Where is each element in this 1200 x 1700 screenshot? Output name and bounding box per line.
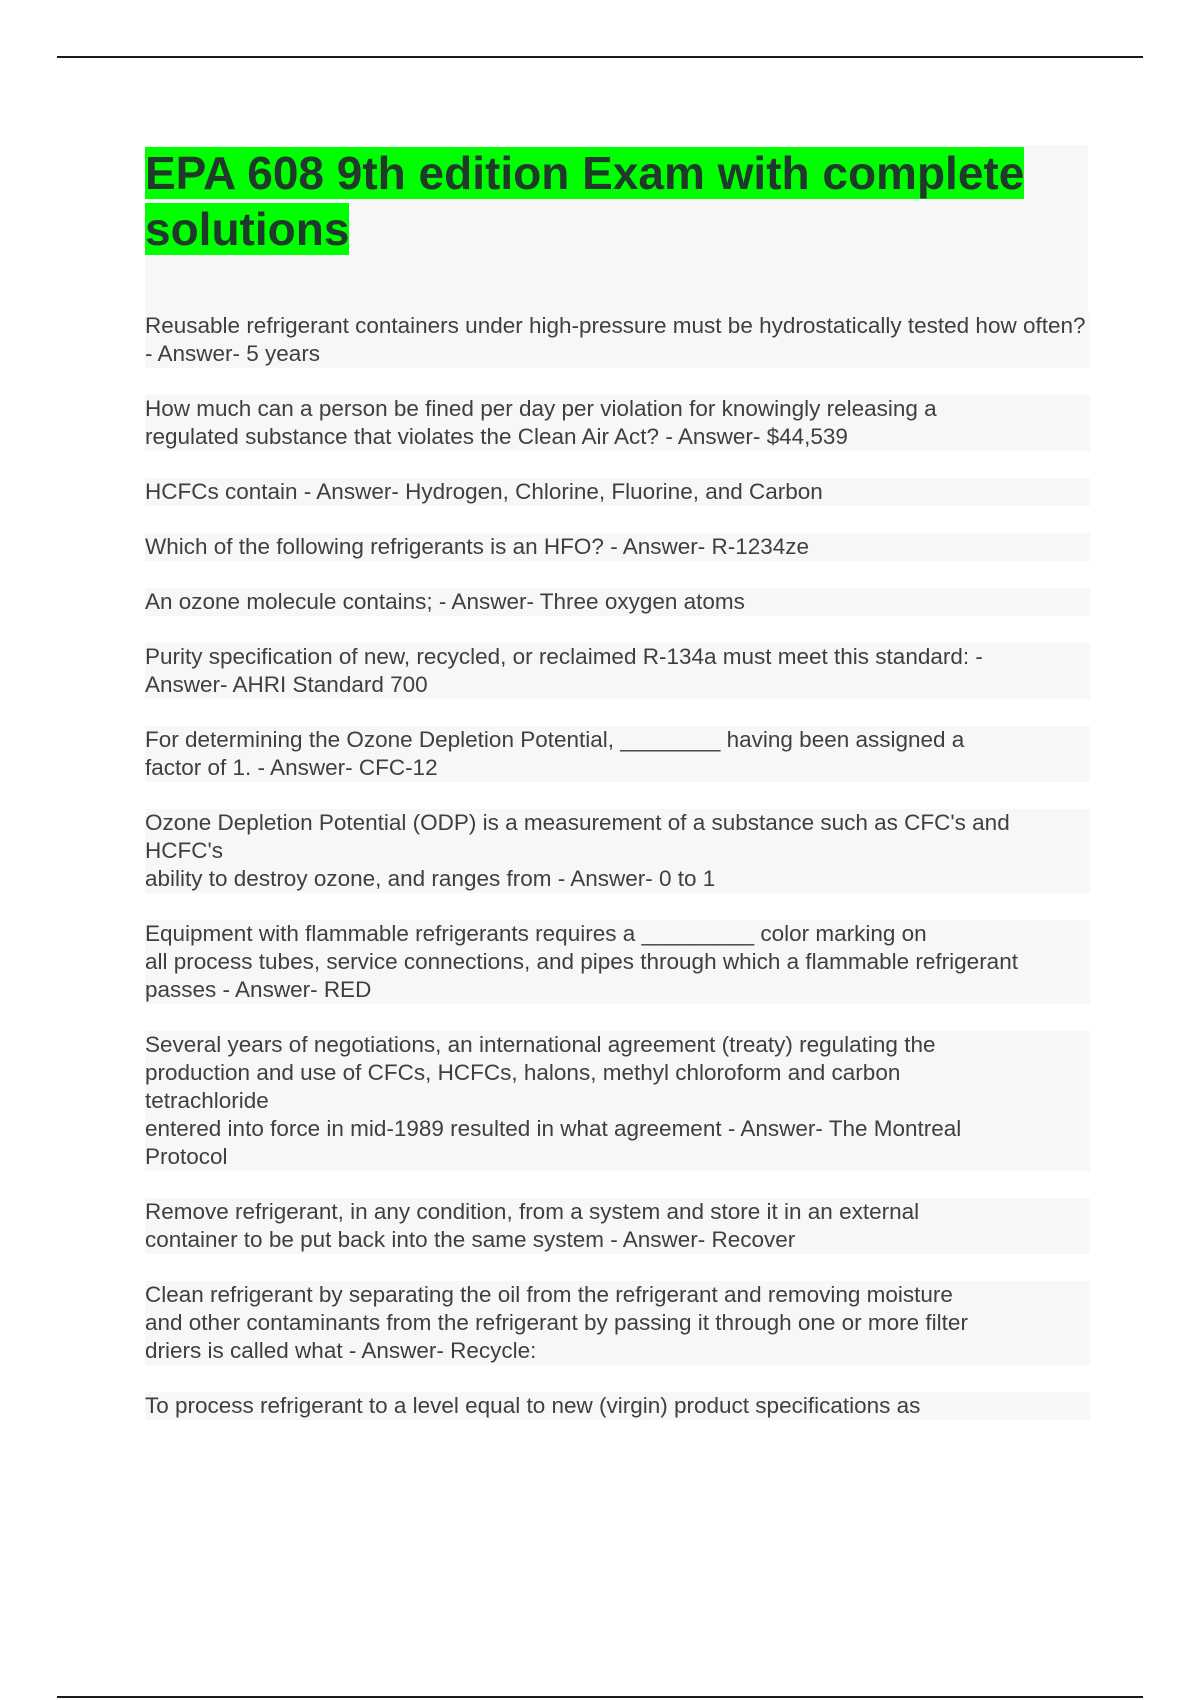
qa-item: Reusable refrigerant containers under high-pressure must be hydrostatically tested how often? - Answer- 5 years <box>145 312 1090 368</box>
qa-item: Clean refrigerant by separating the oil from the refrigerant and removing moisture and other contaminants from the refrigerant by passing it through one or more filter driers is called what - Answer- Recycle: <box>145 1281 1090 1365</box>
qa-item: Several years of negotiations, an international agreement (treaty) regulating the production and use of CFCs, HCFCs, halons, methyl chloroform and carbon tetrachloride entered into force in mid-1989 resulted in what agreement - Answer- The Montreal Protocol <box>145 1031 1090 1171</box>
page-top-rule <box>57 56 1143 58</box>
qa-item: For determining the Ozone Depletion Potential, ________ having been assigned a factor of 1. - Answer- CFC-12 <box>145 726 1090 782</box>
qa-item: Which of the following refrigerants is an HFO? - Answer- R-1234ze <box>145 533 1090 561</box>
qa-item: Equipment with flammable refrigerants requires a _________ color marking on all process tubes, service connections, and pipes through which a flammable refrigerant passes - Answer- RED <box>145 920 1090 1004</box>
page-title <box>145 145 1088 257</box>
qa-item: How much can a person be fined per day per violation for knowingly releasing a regulated substance that violates the Clean Air Act? - Answer- $44,539 <box>145 395 1090 451</box>
qa-item: HCFCs contain - Answer- Hydrogen, Chlorine, Fluorine, and Carbon <box>145 478 1090 506</box>
page-title-text: EPA 608 9th edition Exam with complete solutions <box>145 147 1025 255</box>
title-block <box>145 145 1088 312</box>
qa-item: Ozone Depletion Potential (ODP) is a measurement of a substance such as CFC's and HCFC's ability to destroy ozone, and ranges from - Answer- 0 to 1 <box>145 809 1090 893</box>
qa-item: Remove refrigerant, in any condition, from a system and store it in an external container to be put back into the same system - Answer- Recover <box>145 1198 1090 1254</box>
page-bottom-rule <box>57 1696 1143 1698</box>
qa-item: An ozone molecule contains; - Answer- Three oxygen atoms <box>145 588 1090 616</box>
qa-item: To process refrigerant to a level equal to new (virgin) product specifications as <box>145 1392 1090 1420</box>
qa-list <box>145 312 1090 1447</box>
qa-item: Purity specification of new, recycled, or reclaimed R-134a must meet this standard: - Answer- AHRI Standard 700 <box>145 643 1090 699</box>
